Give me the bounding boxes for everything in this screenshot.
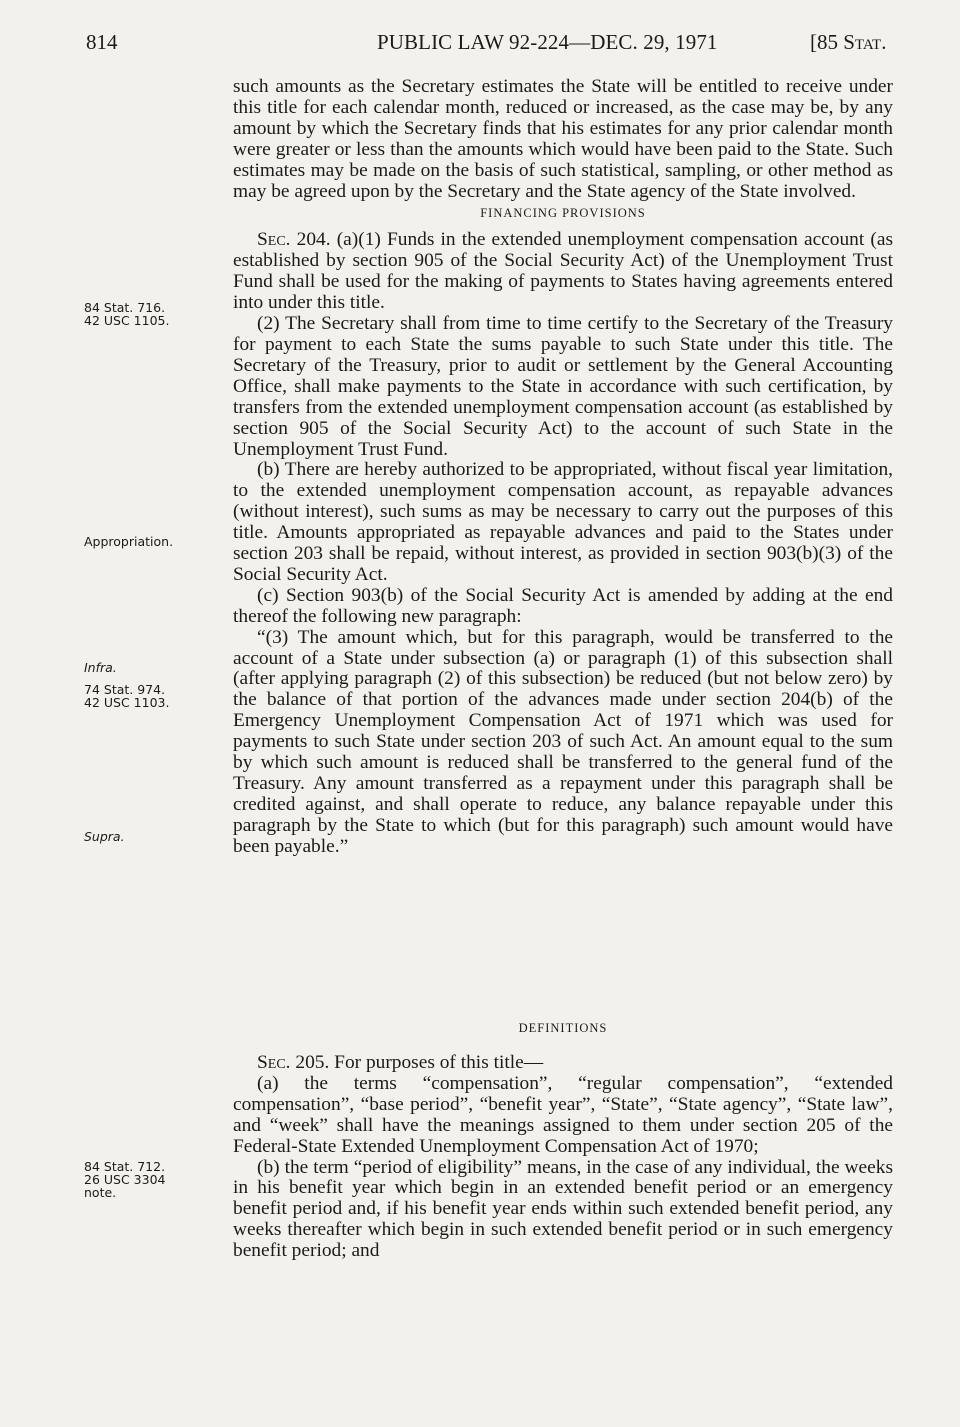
heading-financing-provisions: FINANCING PROVISIONS [480, 206, 646, 221]
section-label: Sec. [257, 229, 291, 251]
margin-note-84-stat-716 [84, 301, 224, 327]
paragraph-continued: such amounts as the Secretary estimates the State will be entitled to receive under this title for each calendar month, reduced or increased, as the case may be, by any amount by which the Secretary finds that his estimates for any prior calendar month were greater or less than the amounts which would have been paid to the State. Such estimates may be made on the basis of such statistical, sampling, or other method as may be agreed upon by the Secretary and the State agency of the State involved. [233, 76, 893, 202]
margin-note-line: 84 Stat. 712. [84, 1159, 166, 1174]
margin-note-line: 74 Stat. 974. [84, 682, 166, 697]
page-number: 814 [86, 30, 118, 54]
running-title: PUBLIC LAW 92-224—DEC. 29, 1971 [377, 30, 718, 54]
paragraph-sec-205-intro [233, 1053, 893, 1074]
heading-definitions: DEFINITIONS [518, 1021, 608, 1035]
paragraph-sec-204-c: (c) Section 903(b) of the Social Security Act is amended by adding at the end thereof the following new paragraph: [233, 584, 893, 627]
paragraph-sec-204-a2: (2) The Secretary shall from time to time certify to the Secretary of the Treasury for payment to each State the sums payable to such State under this title. The Secretary of the Treasury, prior to audit or settlement by the General Accounting Office, shall make payments to the State in accordance with such certification, by transfers from the extended unemployment compensation account (as established by section 905 of the Social Security Act) to the account of such State in the Unemployment Trust Fund. [233, 313, 893, 460]
paragraph-sec-204-c3: “(3) The amount which, but for this paragraph, would be transferred to the account of a State under subsection (a) or paragraph (1) of this subsection shall (after applying paragraph (2) of this subsection) be reduced (but not below zero) by the balance of that portion of the advances made under section 204(b) of the Emergency Unemployment Compensation Act of 1971 which was used for payments to such State under section 203 of such Act. An amount equal to the sum by which such amount is reduced shall be transferred to the general fund of the Treasury. Any amount transferred as a repayment under this paragraph shall be credited against, and shall operate to reduce, any balance repayable under this paragraph by the State to which (but for this paragraph) such amount would have been payable.” [233, 626, 893, 857]
paragraph-sec-205-b: (b) the term “period of eligibility” means, in the case of any individual, the weeks in his benefit year which begin in an extended benefit period or an emergency benefit period and, if his benefit year ends within such extended benefit period, any weeks thereafter which begin in such extended benefit period or in such emergency benefit period; and [233, 1156, 893, 1262]
margin-note-line: 84 Stat. 716. [84, 300, 166, 315]
section-label: Sec. [257, 1052, 291, 1073]
margin-note-line: note. [84, 1185, 117, 1200]
margin-note-appropriation: Appropriation. [84, 534, 174, 549]
margin-note-74-stat-974 [84, 683, 224, 709]
margin-note-supra: Supra. [84, 829, 125, 844]
paragraph-sec-204-a1 [233, 230, 893, 314]
margin-note-line: 42 USC 1105. [84, 313, 170, 328]
body-block-definitions [233, 1021, 893, 1262]
statute-prefix: [85 [810, 30, 844, 54]
section-text: 205. For purposes of this title— [290, 1052, 544, 1073]
paragraph-sec-205-a: (a) the terms “compensation”, “regular compensation”, “extended compensation”, “base period”, “benefit year”, “State”, “State agency”, “State law”, and “week” shall have the meanings assigned to them under section 205 of the Federal-State Extended Unemployment Compensation Act of 1970; [233, 1072, 893, 1157]
section-text: 204. (a)(1) Funds in the extended unemployment compensation account (as established by section 905 of the Social Security Act) of the Unemployment Trust Fund shall be used for the making of payments to States having agreements entered into under this title. [233, 229, 893, 314]
body-block-financing [233, 77, 893, 858]
statute-reference [810, 30, 886, 54]
paragraph-sec-204-b: (b) There are hereby authorized to be appropriated, without fiscal year limitation, to the extended unemployment compensation account, as repayable advances (without interest), such sums as may be necessary to carry out the purposes of this title. Amounts appropriated as repayable advances and paid to the States under section 203 shall be repaid, without interest, as provided in section 903(b)(3) of the Social Security Act. [233, 459, 893, 585]
margin-note-84-stat-712 [84, 1160, 224, 1199]
margin-note-line: 42 USC 1103. [84, 695, 170, 710]
margin-note-line: 26 USC 3304 [84, 1172, 166, 1187]
statute-label: Stat. [843, 30, 887, 54]
margin-note-infra: Infra. [84, 660, 117, 675]
